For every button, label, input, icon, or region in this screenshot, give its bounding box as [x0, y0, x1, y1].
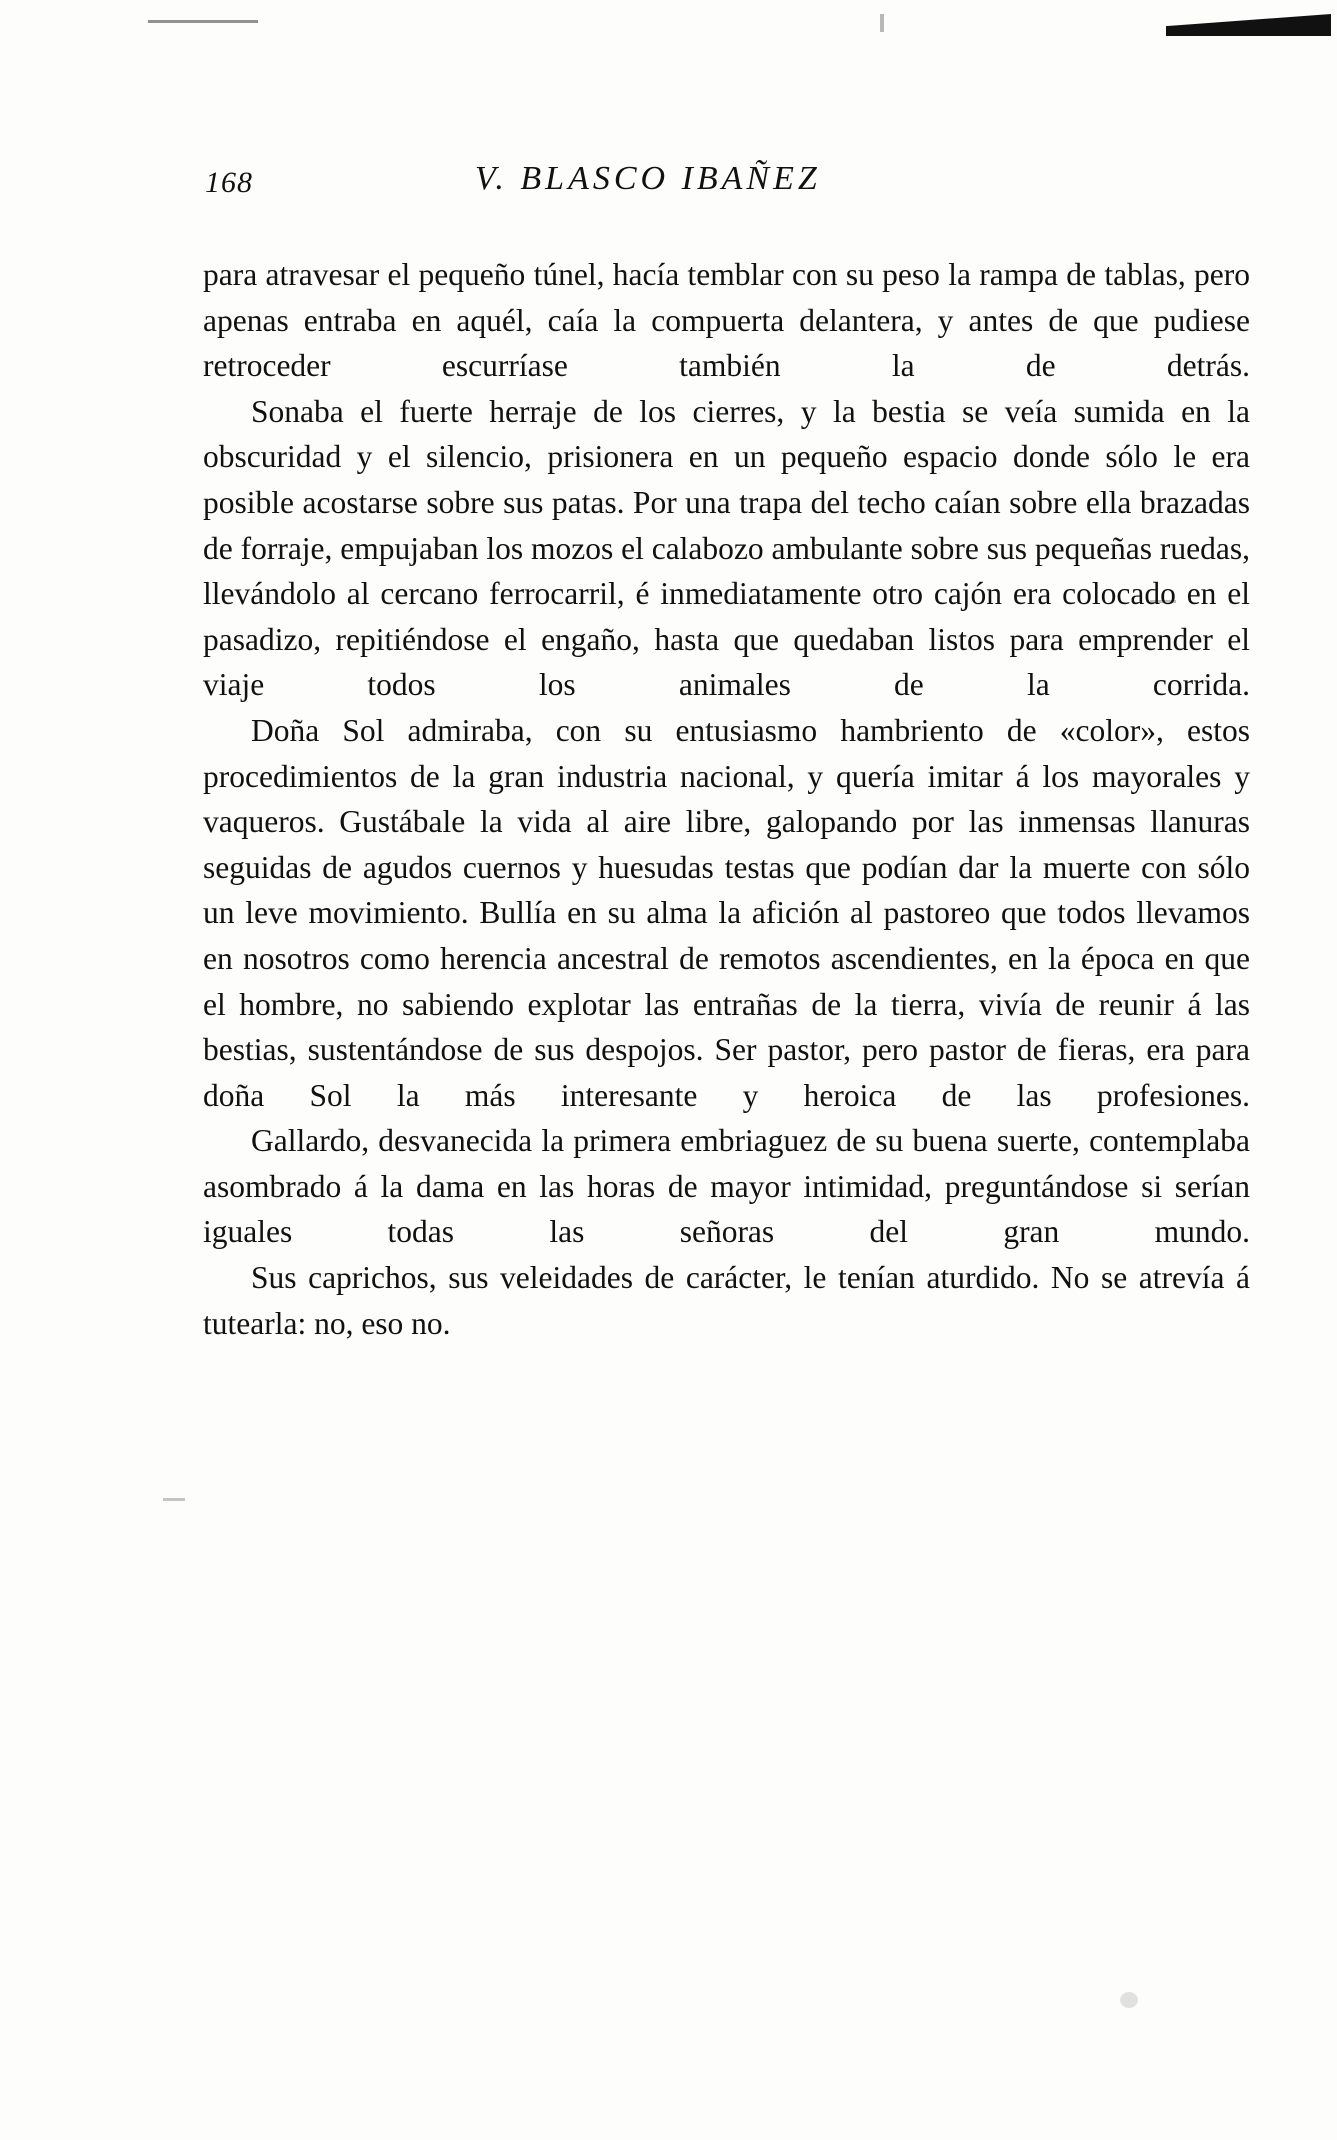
page-header — [205, 160, 1245, 210]
paragraph: Doña Sol admiraba, con su entusiasmo hambriento de «color», estos procedimientos de la gran industria nacional, y quería imitar á los mayorales y vaqueros. Gustábale la vida al aire libre, galopando por las inmensas llanuras seguidas de agudos cuernos y huesudas testas que podían dar la muerte con sólo un leve movimiento. Bullía en su alma la afición al pastoreo que todos llevamos en nosotros como herencia ancestral de remotos ascendientes, en la época en que el hombre, no sabiendo explotar las entrañas de la tierra, vivía de reunir á las bestias, sustentándose de sus despojos. Ser pastor, pero pastor de fieras, era para doña Sol la más interesante y heroica de las profesiones. — [203, 712, 1250, 1113]
paragraph: para atravesar el pequeño túnel, hacía temblar con su peso la rampa de tablas, pero apenas entraba en aquél, caía la compuerta delantera, y antes de que pudiese retroceder escurríase también la de detrás. — [203, 257, 1250, 384]
paragraph: Sonaba el fuerte herraje de los cierres, y la bestia se veía sumida en la obscuridad y el silencio, prisionera en un pequeño espacio donde sólo le era posible acostarse sobre sus patas. Por una trapa del techo caían sobre ella brazadas de forraje, empujaban los mozos el calabozo ambulante sobre sus pequeñas ruedas, llevándolo al cercano ferrocarril, é inmediatamente otro cajón era colocado en el pasadizo, repitiéndose el engaño, hasta que quedaban listos para emprender el viaje todos los animales de la corrida. — [203, 393, 1251, 703]
scan-artifact-speck-icon — [1120, 1992, 1138, 2008]
running-title: V. BLASCO IBAÑEZ — [475, 160, 821, 197]
scan-artifact-speck-icon — [163, 1498, 185, 1501]
scan-artifact-line-icon — [148, 20, 258, 23]
scan-artifact-mark-icon — [880, 14, 884, 32]
paragraph: Gallardo, desvanecida la primera embriaguez de su buena suerte, contemplaba asombrado á la dama en las horas de mayor intimidad, preguntándose si serían iguales todas las señoras del gran mundo. — [203, 1123, 1250, 1250]
scan-artifact-blob-icon — [1166, 14, 1331, 36]
body-text — [203, 252, 1250, 1346]
page-number: 168 — [205, 166, 253, 199]
paragraph: Sus caprichos, sus veleidades de carácter, le tenían aturdido. No se atrevía á tutearla: no, eso no. — [203, 1260, 1250, 1341]
